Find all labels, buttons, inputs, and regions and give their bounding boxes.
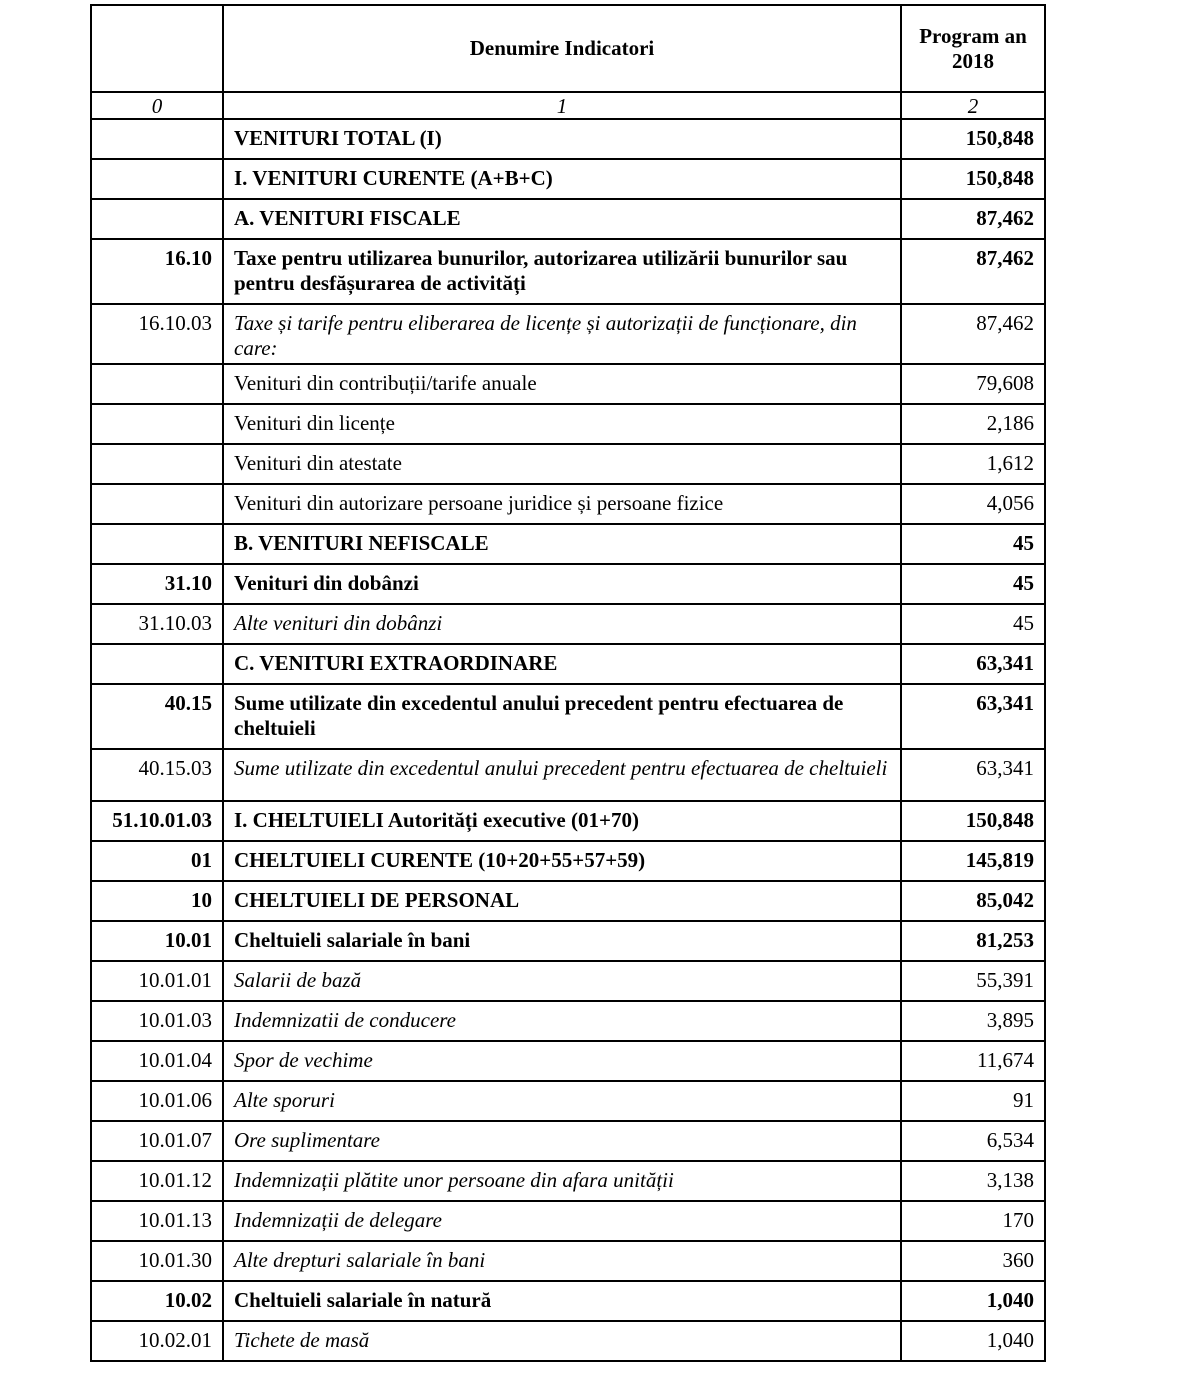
row-code: 10.01.13 (91, 1201, 223, 1241)
row-value: 63,341 (901, 749, 1045, 801)
column-index-row (91, 92, 1045, 119)
row-indicator-name: Tichete de masă (223, 1321, 901, 1361)
table-row (91, 404, 1045, 444)
row-code: 16.10.03 (91, 304, 223, 364)
row-indicator-name: Indemnizații de delegare (223, 1201, 901, 1241)
row-indicator-name: Ore suplimentare (223, 1121, 901, 1161)
row-indicator-name: Cheltuieli salariale în natură (223, 1281, 901, 1321)
row-value: 3,138 (901, 1161, 1045, 1201)
row-code (91, 159, 223, 199)
row-value: 170 (901, 1201, 1045, 1241)
row-value: 63,341 (901, 644, 1045, 684)
table-row (91, 159, 1045, 199)
row-value: 3,895 (901, 1001, 1045, 1041)
table-row (91, 304, 1045, 364)
row-indicator-name: Alte drepturi salariale în bani (223, 1241, 901, 1281)
row-indicator-name: Venituri din atestate (223, 444, 901, 484)
row-value: 91 (901, 1081, 1045, 1121)
row-indicator-name: CHELTUIELI CURENTE (10+20+55+57+59) (223, 841, 901, 881)
table-row (91, 961, 1045, 1001)
row-value: 87,462 (901, 304, 1045, 364)
row-indicator-name: Cheltuieli salariale în bani (223, 921, 901, 961)
table-row (91, 801, 1045, 841)
table-row (91, 749, 1045, 801)
row-value: 81,253 (901, 921, 1045, 961)
row-indicator-name: Venituri din dobânzi (223, 564, 901, 604)
row-indicator-name: Spor de vechime (223, 1041, 901, 1081)
row-value: 11,674 (901, 1041, 1045, 1081)
header-indicator-name: Denumire Indicatori (223, 5, 901, 92)
table-row (91, 444, 1045, 484)
row-value: 4,056 (901, 484, 1045, 524)
row-code: 31.10.03 (91, 604, 223, 644)
row-indicator-name: Alte venituri din dobânzi (223, 604, 901, 644)
row-indicator-name: VENITURI TOTAL (I) (223, 119, 901, 159)
row-code: 40.15 (91, 684, 223, 749)
row-indicator-name: Indemnizatii de conducere (223, 1001, 901, 1041)
table-row (91, 1321, 1045, 1361)
row-indicator-name: Taxe pentru utilizarea bunurilor, autorizarea utilizării bunurilor sau pentru desfășurarea de activități (223, 239, 901, 304)
table-row (91, 484, 1045, 524)
row-value: 87,462 (901, 239, 1045, 304)
row-code (91, 484, 223, 524)
header-code (91, 5, 223, 92)
row-code (91, 404, 223, 444)
row-code (91, 524, 223, 564)
row-indicator-name: Venituri din contribuții/tarife anuale (223, 364, 901, 404)
table-row (91, 364, 1045, 404)
table-row (91, 119, 1045, 159)
table-row (91, 684, 1045, 749)
table-row (91, 199, 1045, 239)
row-value: 1,612 (901, 444, 1045, 484)
row-indicator-name: Sume utilizate din excedentul anului precedent pentru efectuarea de cheltuieli (223, 749, 901, 801)
row-value: 2,186 (901, 404, 1045, 444)
table-row (91, 881, 1045, 921)
row-indicator-name: Alte sporuri (223, 1081, 901, 1121)
row-value: 85,042 (901, 881, 1045, 921)
row-code: 10.01.01 (91, 961, 223, 1001)
row-indicator-name: Sume utilizate din excedentul anului precedent pentru efectuarea de cheltuieli (223, 684, 901, 749)
row-code (91, 644, 223, 684)
row-value: 45 (901, 604, 1045, 644)
table-row (91, 1121, 1045, 1161)
table-row (91, 1201, 1045, 1241)
column-index-2: 2 (901, 92, 1045, 119)
row-indicator-name: Indemnizații plătite unor persoane din afara unității (223, 1161, 901, 1201)
row-value: 150,848 (901, 801, 1045, 841)
table-header-row (91, 5, 1045, 92)
row-indicator-name: B. VENITURI NEFISCALE (223, 524, 901, 564)
row-value: 150,848 (901, 119, 1045, 159)
row-code (91, 364, 223, 404)
table-row (91, 841, 1045, 881)
row-value: 45 (901, 564, 1045, 604)
row-indicator-name: I. VENITURI CURENTE (A+B+C) (223, 159, 901, 199)
table-row (91, 604, 1045, 644)
row-indicator-name: A. VENITURI FISCALE (223, 199, 901, 239)
table-row (91, 644, 1045, 684)
row-code: 10.01.07 (91, 1121, 223, 1161)
row-code: 10.02 (91, 1281, 223, 1321)
row-code: 10.01.30 (91, 1241, 223, 1281)
table-row (91, 1281, 1045, 1321)
budget-table (90, 4, 1046, 1362)
row-code: 40.15.03 (91, 749, 223, 801)
row-code: 10.01 (91, 921, 223, 961)
row-indicator-name: Salarii de bază (223, 961, 901, 1001)
row-value: 150,848 (901, 159, 1045, 199)
column-index-0: 0 (91, 92, 223, 119)
table-body (91, 119, 1045, 1361)
row-value: 79,608 (901, 364, 1045, 404)
row-code: 01 (91, 841, 223, 881)
table-row (91, 1041, 1045, 1081)
row-value: 1,040 (901, 1321, 1045, 1361)
row-value: 6,534 (901, 1121, 1045, 1161)
row-indicator-name: Venituri din autorizare persoane juridice și persoane fizice (223, 484, 901, 524)
row-value: 63,341 (901, 684, 1045, 749)
column-index-1: 1 (223, 92, 901, 119)
row-code: 31.10 (91, 564, 223, 604)
row-code: 10.01.03 (91, 1001, 223, 1041)
row-indicator-name: I. CHELTUIELI Autorități executive (01+70) (223, 801, 901, 841)
row-code (91, 199, 223, 239)
table-row (91, 1081, 1045, 1121)
table-row (91, 921, 1045, 961)
row-value: 87,462 (901, 199, 1045, 239)
row-code: 51.10.01.03 (91, 801, 223, 841)
row-code: 10.02.01 (91, 1321, 223, 1361)
table-row (91, 239, 1045, 304)
row-value: 45 (901, 524, 1045, 564)
table-row (91, 1241, 1045, 1281)
row-indicator-name: Taxe și tarife pentru eliberarea de licențe și autorizații de funcționare, din care: (223, 304, 901, 364)
row-value: 145,819 (901, 841, 1045, 881)
row-indicator-name: Venituri din licențe (223, 404, 901, 444)
row-code: 10 (91, 881, 223, 921)
table-row (91, 524, 1045, 564)
row-code: 10.01.06 (91, 1081, 223, 1121)
header-program-year: Program an 2018 (901, 5, 1045, 92)
row-code: 16.10 (91, 239, 223, 304)
row-value: 360 (901, 1241, 1045, 1281)
row-indicator-name: C. VENITURI EXTRAORDINARE (223, 644, 901, 684)
table-row (91, 564, 1045, 604)
row-code (91, 119, 223, 159)
row-indicator-name: CHELTUIELI DE PERSONAL (223, 881, 901, 921)
row-code: 10.01.04 (91, 1041, 223, 1081)
row-code (91, 444, 223, 484)
table-row (91, 1161, 1045, 1201)
table-row (91, 1001, 1045, 1041)
row-code: 10.01.12 (91, 1161, 223, 1201)
row-value: 55,391 (901, 961, 1045, 1001)
row-value: 1,040 (901, 1281, 1045, 1321)
